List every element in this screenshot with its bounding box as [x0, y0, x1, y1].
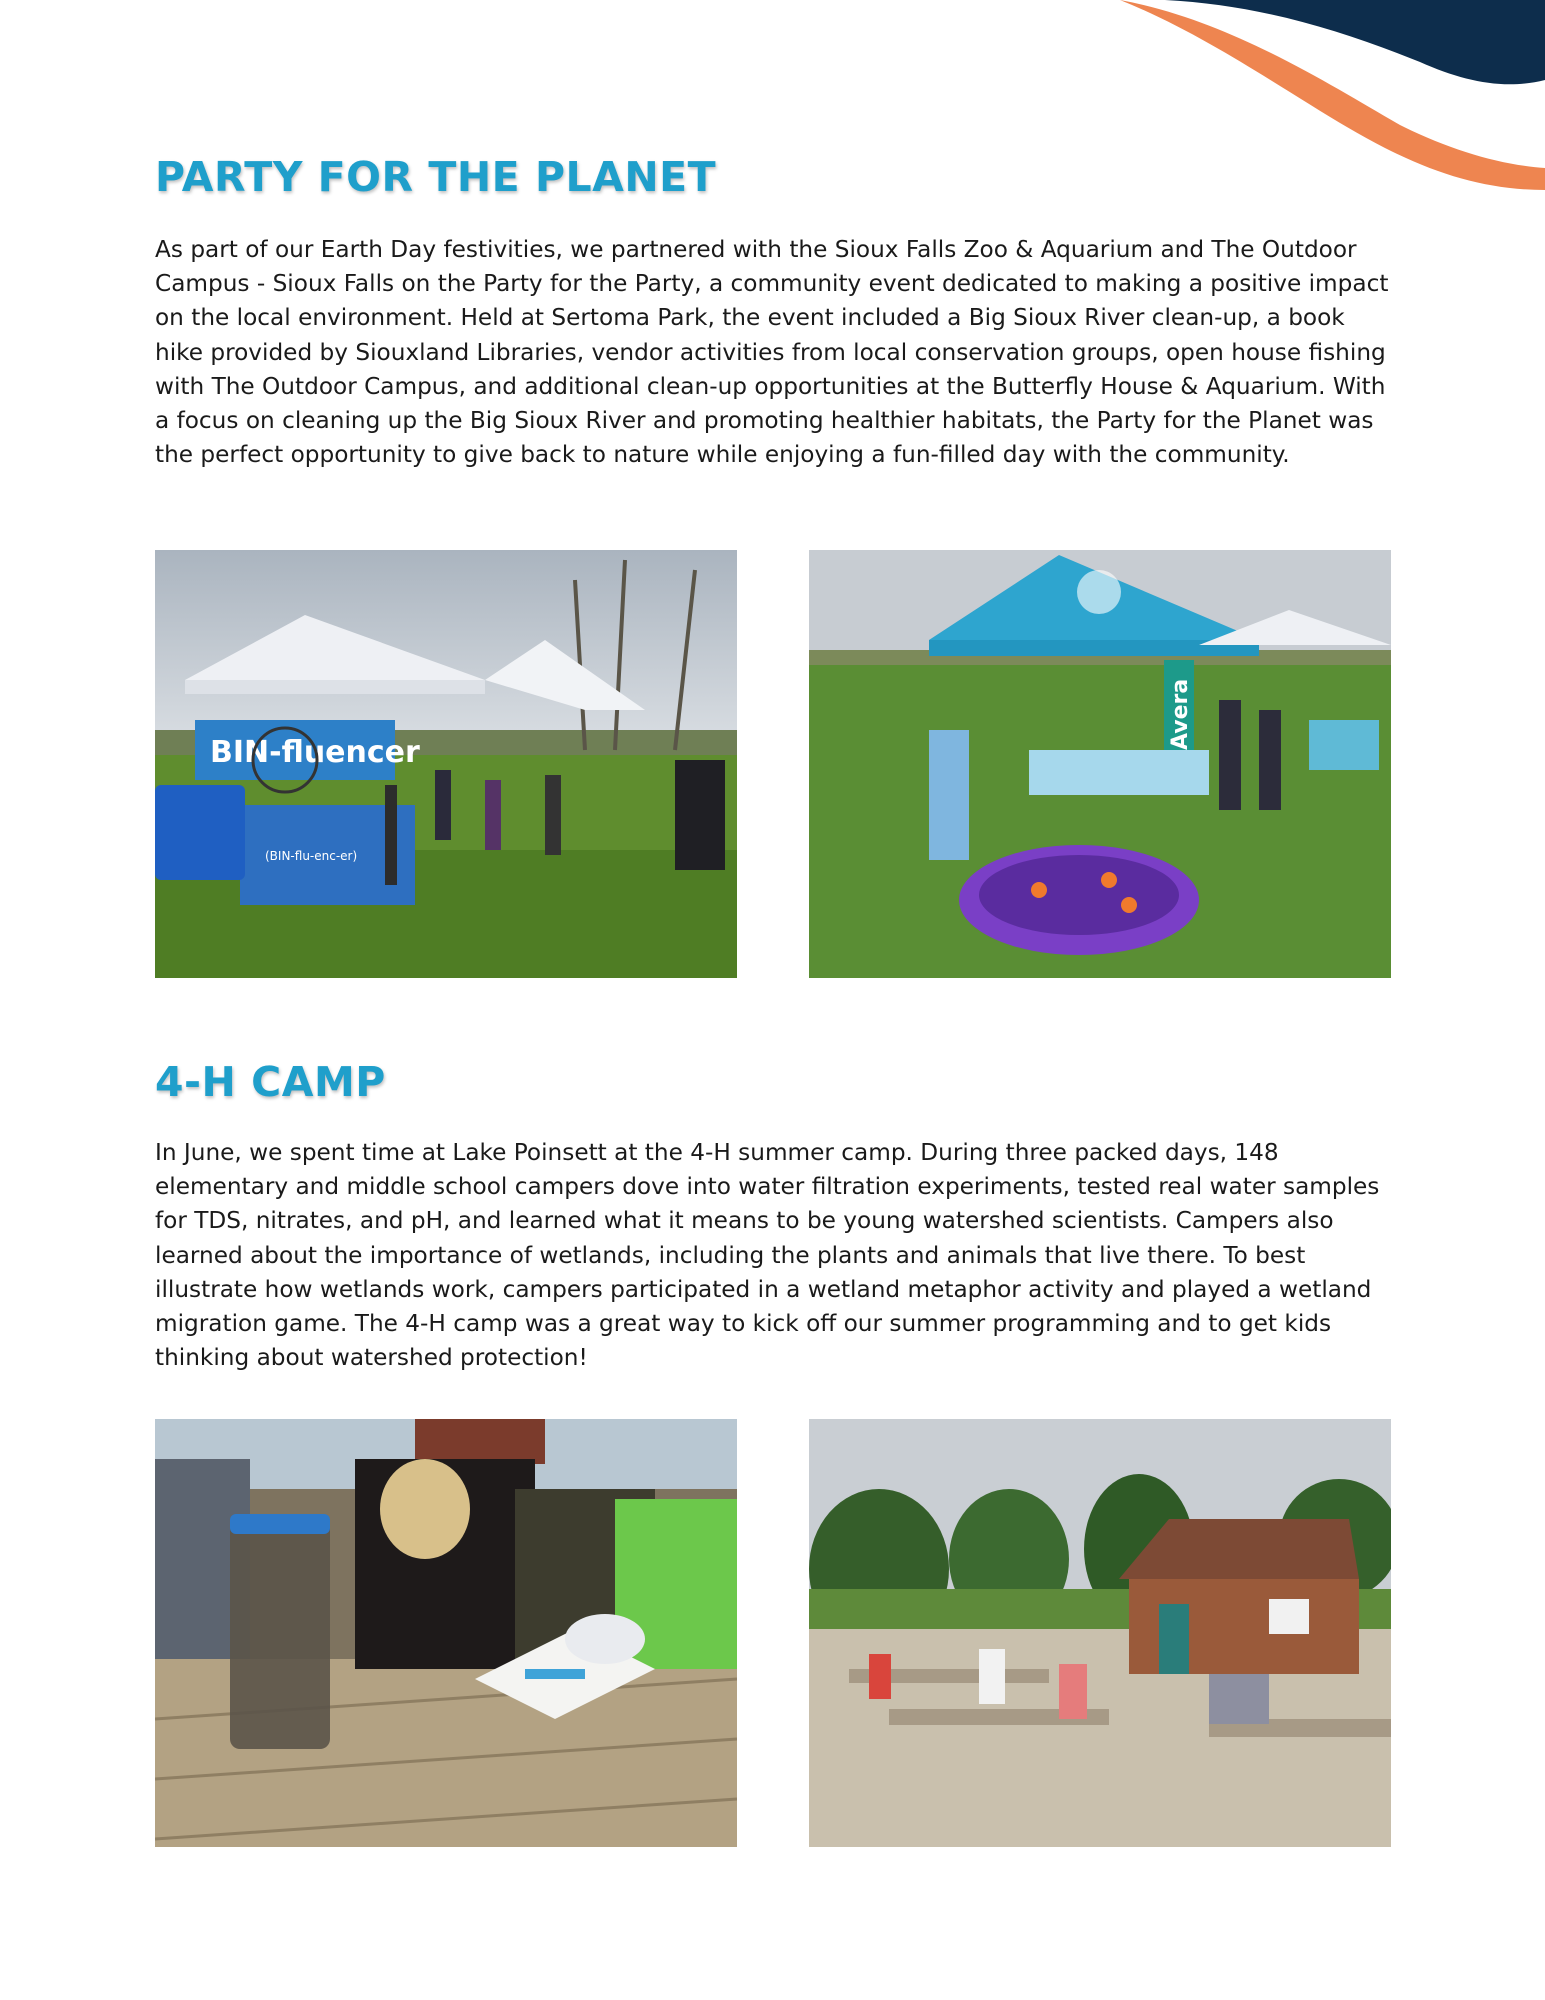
section-title-party-for-the-planet: PARTY FOR THE PLANET [155, 153, 717, 201]
tent-sign-text: Avera [1168, 678, 1193, 750]
photo-blue-tent-fishing-pool [809, 550, 1391, 978]
photo-campers-picnic-tables [809, 1419, 1391, 1847]
section-body-4h-camp: In June, we spent time at Lake Poinsett at the 4-H summer camp. During three packed days, 148 elementary and middle school campers dove into water filtration experiments, tested real water samples for TDS, nitrates, and pH, and learned what it means to be young watershed scientists. Campers also learned about the importance of wetlands, including the plants and animals that live there. To best illustrate how wetlands work, campers participated in a wetland metaphor activity and played a wetland migration game. The 4-H camp was a great way to kick off our summer programming and to get kids thinking about watershed protection! [155, 1139, 1380, 1372]
photo-vendor-tents [155, 550, 737, 978]
banner-text: BIN-fluencer [210, 735, 420, 770]
photo-water-testing [155, 1419, 737, 1847]
table-cover-text: (BIN-flu-enc-er) [265, 849, 358, 863]
section-title-4h-camp: 4-H CAMP [155, 1058, 386, 1106]
section-body-party-for-the-planet: As part of our Earth Day festivities, we partnered with the Sioux Falls Zoo & Aquarium and The Outdoor Campus - Sioux Falls on the Party for the Party, a community event dedicated to making a positive impact on the local environment. Held at Sertoma Park, the event included a Big Sioux River clean-up, a book hike provided by Siouxland Libraries, vendor activities from local conservation groups, open house fishing with The Outdoor Campus, and additional clean-up opportunities at the Butterfly House & Aquarium. With a focus on cleaning up the Big Sioux River and promoting healthier habitats, the Party for the Planet was the perfect opportunity to give back to nature while enjoying a fun-filled day with the community. [155, 236, 1389, 469]
